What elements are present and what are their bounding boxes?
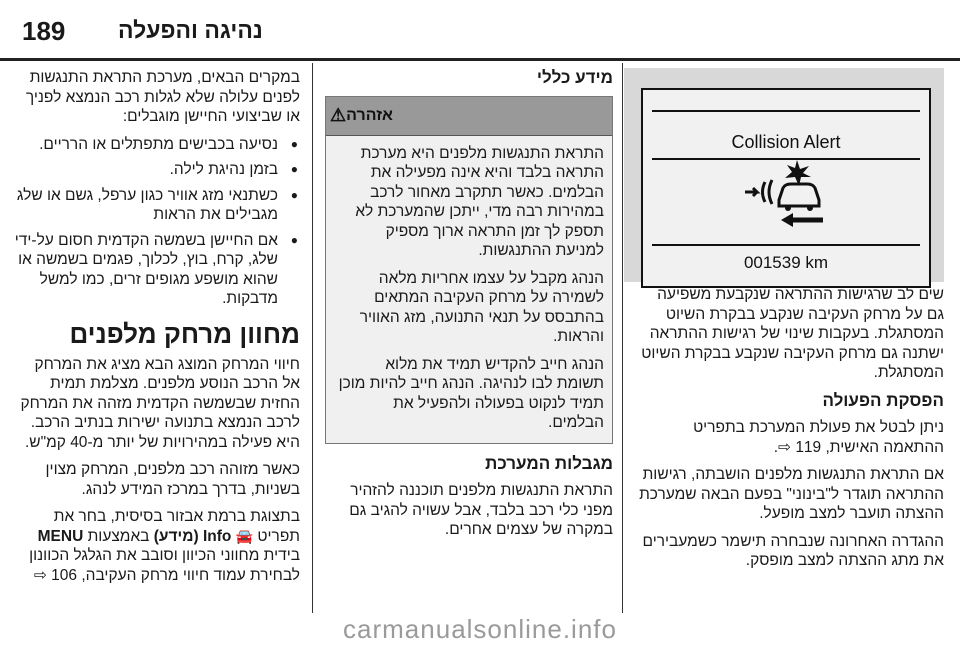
car-icon: 🚘: [235, 527, 254, 544]
distance-indicator-heading: מחוון מרחק מלפנים: [69, 318, 300, 349]
watermark: carmanualsonline.info: [343, 614, 617, 644]
warning-body: [326, 136, 612, 443]
warning-paragraph: הנהג מקבל על עצמו אחריות מלאה לשמירה על מרחק העקיבה המתאים בהתבסס על תנאי התנועה, מזג האוויר והראות.: [359, 269, 604, 345]
warning-box: [325, 96, 613, 444]
menu-button-label: MENU: [37, 527, 84, 545]
sensitivity-paragraph: שים לב שרגישות ההתראה שנקבעת משפיעה גם על מרחק העקיבה שנקבע בבקרת השיוט המסתגלת. בעקבות שינוי של רגישות ההתראה ישתנה גם מרחק העקיבה שנקבע בבקרת השיוט המסתגלת.: [641, 286, 944, 381]
page-number: 189: [22, 16, 66, 46]
header-rule: [0, 58, 960, 61]
odometer-reading: 001539 km: [743, 253, 829, 272]
right-column: [639, 285, 944, 579]
conditions-intro: במקרים הבאים, מערכת התראת התנגשות לפנים עלולה שלא לגלות רכב הנמצא לפניך או שביצועי החיישן מוגבלים:: [25, 69, 300, 125]
screen-top-line: [652, 110, 920, 112]
reset-paragraph: אם התראת התנגשות מלפנים הושבתה, רגישות ההתראה תוגדר ל"בינוני" בפעם הבאה שמערכת ההצתה תועבר למצב מופעל.: [639, 466, 944, 522]
collision-alert-figure: [624, 68, 944, 282]
section-title: נהיגה והפעלה: [118, 17, 263, 43]
general-info-heading: מידע כללי: [536, 68, 613, 87]
warning-header: [326, 97, 612, 136]
last-setting-paragraph: ההגדרה האחרונה שנבחרה תישמר כשמעבירים את מתג ההצתה למצב מופסק.: [642, 532, 944, 569]
system-limits-paragraph: התראת התנגשות מלפנים תוכננה להזהיר מפני כלי רכב בלבד, אבל עשויה להגיב גם במקרה של עצמים אחרים.: [349, 482, 613, 538]
left-column: [14, 68, 300, 593]
conditions-list: [14, 135, 300, 309]
column-divider: [312, 63, 313, 613]
display-screen: [641, 88, 931, 288]
disable-paragraph: ניתן לבטל את פעולת המערכת בתפריט ההתאמה האישית, 119 ⇨.: [693, 419, 944, 456]
menu-instructions: [14, 507, 300, 585]
middle-column: [325, 68, 613, 548]
column-divider: [622, 63, 623, 613]
page-header: [0, 0, 960, 60]
distance-paragraph: כאשר מזוהה רכב מלפנים, המרחק מצוין בשניות, בדרך במרכז המידע לנהג.: [45, 461, 300, 498]
warning-triangle-icon: ⚠: [330, 104, 347, 125]
list-item: ● בזמן נהיגת לילה.: [14, 160, 278, 180]
screen-bottom-line: [652, 244, 920, 246]
warning-paragraph: הנהג חייב להקדיש תמיד את מלוא תשומת לבו לנהיגה. הנהג חייב להיות מוכן תמיד לנקוט בפעולה ולהפעיל את הבלמים.: [338, 355, 604, 431]
list-item: ● כשתנאי מזג אוויר כגון ערפל, גשם או שלג מגבילים את הראות: [14, 186, 278, 225]
list-item: ● נסיעה בכבישים מתפתלים או הרריים.: [14, 135, 278, 155]
collision-alert-icon: [739, 156, 831, 240]
menu-text: בידית מחווני הכיוון וסובב את הגלגל הכוונון לבחירת עמוד חיווי מרחק העקיבה, 106 ⇨: [29, 547, 300, 584]
menu-text: בתצוגת ברמת אבזור בסיסית, בחר את תפריט: [53, 508, 300, 545]
warning-title: אזהרה: [346, 106, 393, 124]
list-item: ● אם החיישן בשמשה הקדמית חסום על-ידי שלג, קרח, בוץ, לכלוך, פגמים בשמשה או שהוא מושפע מגופים זרים, כמו למשל מדבקות.: [14, 231, 278, 309]
warning-paragraph: התראת התנגשות מלפנים היא מערכת התראה בלבד והיא אינה מפעילה את הבלמים. כאשר תתקרב מאחור לרכב במהירות רבה מדי, ייתכן שהמערכת לא תספק לך זמן התראה ארוך מספיק למניעת ההתנגשות.: [355, 144, 604, 259]
distance-paragraph: חיווי המרחק המוצג הבא מציג את המרחק אל הרכב הנוסע מלפנים. מצלמת תמית החזית שבשמשה הקדמית מזהה את המרחק לרכב הנמצא בתנועה ישירות בנתיב הרכב. היא פעילה במהירויות של יותר מ-40 קמ"ש.: [20, 355, 300, 451]
info-menu-label: Info (מידע): [153, 527, 232, 545]
system-limits-heading: מגבלות המערכת: [485, 453, 613, 473]
menu-text: באמצעות: [83, 527, 154, 545]
screen-title: Collision Alert: [731, 132, 841, 152]
disable-heading: הפסקת הפעולה: [822, 390, 944, 410]
